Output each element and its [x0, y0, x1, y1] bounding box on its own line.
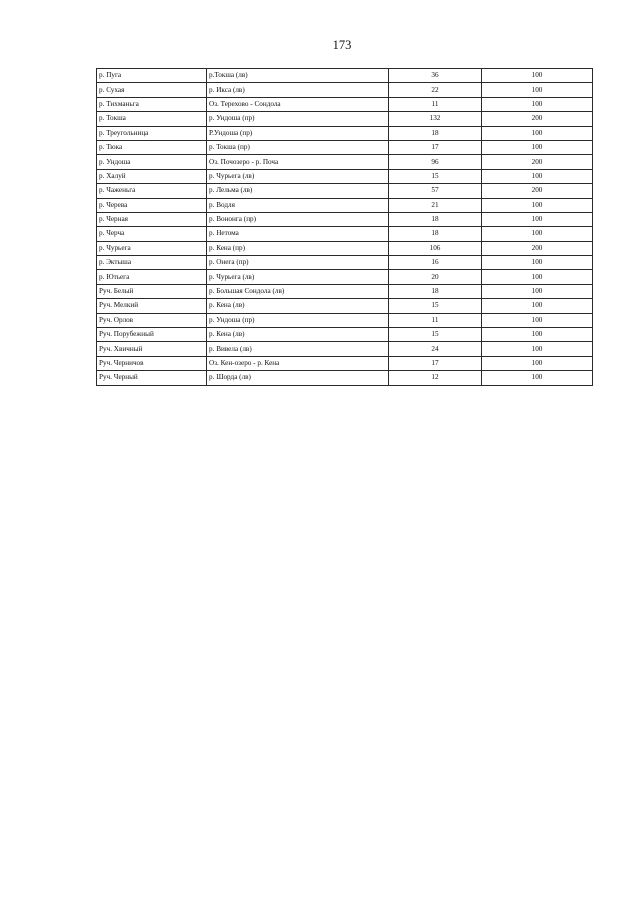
length-cell: 18 — [389, 126, 482, 140]
table-row — [97, 328, 593, 342]
length-cell: 132 — [389, 112, 482, 126]
zone-width-cell: 100 — [482, 69, 593, 83]
river-name-cell: р. Треугольница — [97, 126, 207, 140]
table-row — [97, 342, 593, 356]
river-name-cell: р. Тихманьга — [97, 97, 207, 111]
mouth-cell: р.Токша (лв) — [207, 69, 389, 83]
table-row — [97, 112, 593, 126]
mouth-cell: Оз. Терехово - Сондола — [207, 97, 389, 111]
mouth-cell: р. Кена (лв) — [207, 328, 389, 342]
table-row — [97, 299, 593, 313]
length-cell: 18 — [389, 284, 482, 298]
mouth-cell: р. Водля — [207, 198, 389, 212]
table-row — [97, 212, 593, 226]
zone-width-cell: 100 — [482, 328, 593, 342]
zone-width-cell: 200 — [482, 112, 593, 126]
mouth-cell: р. Нетома — [207, 227, 389, 241]
length-cell: 17 — [389, 140, 482, 154]
river-name-cell: р. Ютьега — [97, 270, 207, 284]
rivers-table — [96, 68, 593, 386]
length-cell: 36 — [389, 69, 482, 83]
river-name-cell: Руч. Черный — [97, 371, 207, 385]
table-row — [97, 155, 593, 169]
zone-width-cell: 100 — [482, 198, 593, 212]
mouth-cell: р. Икса (лв) — [207, 83, 389, 97]
table-row — [97, 198, 593, 212]
table-row — [97, 97, 593, 111]
table-row — [97, 126, 593, 140]
river-name-cell: Руч. Порубежный — [97, 328, 207, 342]
length-cell: 20 — [389, 270, 482, 284]
river-name-cell: р. Ундоша — [97, 155, 207, 169]
zone-width-cell: 100 — [482, 371, 593, 385]
river-name-cell: р. Токша — [97, 112, 207, 126]
mouth-cell: р. Чурьега (лв) — [207, 169, 389, 183]
length-cell: 21 — [389, 198, 482, 212]
river-name-cell: Руч. Черничов — [97, 356, 207, 370]
zone-width-cell: 100 — [482, 227, 593, 241]
river-name-cell: р. Чаженьга — [97, 184, 207, 198]
table-row — [97, 83, 593, 97]
table-row — [97, 371, 593, 385]
mouth-cell: Оз. Почозеро - р. Поча — [207, 155, 389, 169]
zone-width-cell: 200 — [482, 184, 593, 198]
zone-width-cell: 100 — [482, 97, 593, 111]
river-name-cell: Руч. Белый — [97, 284, 207, 298]
table-row — [97, 284, 593, 298]
zone-width-cell: 100 — [482, 212, 593, 226]
mouth-cell: р. Кена (пр) — [207, 241, 389, 255]
mouth-cell: р. Ундоша (пр) — [207, 112, 389, 126]
zone-width-cell: 100 — [482, 356, 593, 370]
mouth-cell: Оз. Кен-озеро - р. Кена — [207, 356, 389, 370]
length-cell: 96 — [389, 155, 482, 169]
mouth-cell: р. Чурьега (лв) — [207, 270, 389, 284]
table-row — [97, 270, 593, 284]
river-name-cell: Руч. Мелкий — [97, 299, 207, 313]
table-row — [97, 256, 593, 270]
zone-width-cell: 100 — [482, 256, 593, 270]
mouth-cell: р. Токша (пр) — [207, 140, 389, 154]
river-name-cell: р. Черева — [97, 198, 207, 212]
zone-width-cell: 100 — [482, 284, 593, 298]
river-name-cell: р. Черча — [97, 227, 207, 241]
mouth-cell: р. Онега (пр) — [207, 256, 389, 270]
mouth-cell: р. Вивела (лв) — [207, 342, 389, 356]
zone-width-cell: 100 — [482, 126, 593, 140]
length-cell: 11 — [389, 313, 482, 327]
zone-width-cell: 100 — [482, 299, 593, 313]
length-cell: 106 — [389, 241, 482, 255]
river-name-cell: р. Чурьега — [97, 241, 207, 255]
length-cell: 16 — [389, 256, 482, 270]
zone-width-cell: 100 — [482, 169, 593, 183]
zone-width-cell: 100 — [482, 140, 593, 154]
page-number: 173 — [332, 38, 352, 52]
river-name-cell: р. Эктыша — [97, 256, 207, 270]
length-cell: 17 — [389, 356, 482, 370]
table-row — [97, 140, 593, 154]
table-row — [97, 169, 593, 183]
river-name-cell: Руч. Хвичный — [97, 342, 207, 356]
mouth-cell: Р.Ундоша (пр) — [207, 126, 389, 140]
table-row — [97, 313, 593, 327]
length-cell: 12 — [389, 371, 482, 385]
river-name-cell: р. Халуй — [97, 169, 207, 183]
table-row — [97, 227, 593, 241]
mouth-cell: р. Шорда (лв) — [207, 371, 389, 385]
river-name-cell: р. Черная — [97, 212, 207, 226]
river-name-cell: р. Пуга — [97, 69, 207, 83]
river-name-cell: р. Сухая — [97, 83, 207, 97]
table-body — [97, 69, 593, 386]
mouth-cell: р. Вононга (пр) — [207, 212, 389, 226]
length-cell: 22 — [389, 83, 482, 97]
table-row — [97, 69, 593, 83]
river-name-cell: р. Тюка — [97, 140, 207, 154]
length-cell: 15 — [389, 328, 482, 342]
mouth-cell: р. Лельма (лв) — [207, 184, 389, 198]
zone-width-cell: 100 — [482, 313, 593, 327]
zone-width-cell: 100 — [482, 270, 593, 284]
mouth-cell: р. Большая Сондола (лв) — [207, 284, 389, 298]
length-cell: 18 — [389, 212, 482, 226]
mouth-cell: р. Кена (лв) — [207, 299, 389, 313]
length-cell: 57 — [389, 184, 482, 198]
length-cell: 18 — [389, 227, 482, 241]
length-cell: 15 — [389, 299, 482, 313]
river-name-cell: Руч. Орлов — [97, 313, 207, 327]
zone-width-cell: 200 — [482, 241, 593, 255]
table-row — [97, 356, 593, 370]
length-cell: 11 — [389, 97, 482, 111]
table-row — [97, 184, 593, 198]
length-cell: 24 — [389, 342, 482, 356]
table-row — [97, 241, 593, 255]
zone-width-cell: 100 — [482, 342, 593, 356]
zone-width-cell: 100 — [482, 83, 593, 97]
zone-width-cell: 200 — [482, 155, 593, 169]
mouth-cell: р. Ундоша (пр) — [207, 313, 389, 327]
length-cell: 15 — [389, 169, 482, 183]
